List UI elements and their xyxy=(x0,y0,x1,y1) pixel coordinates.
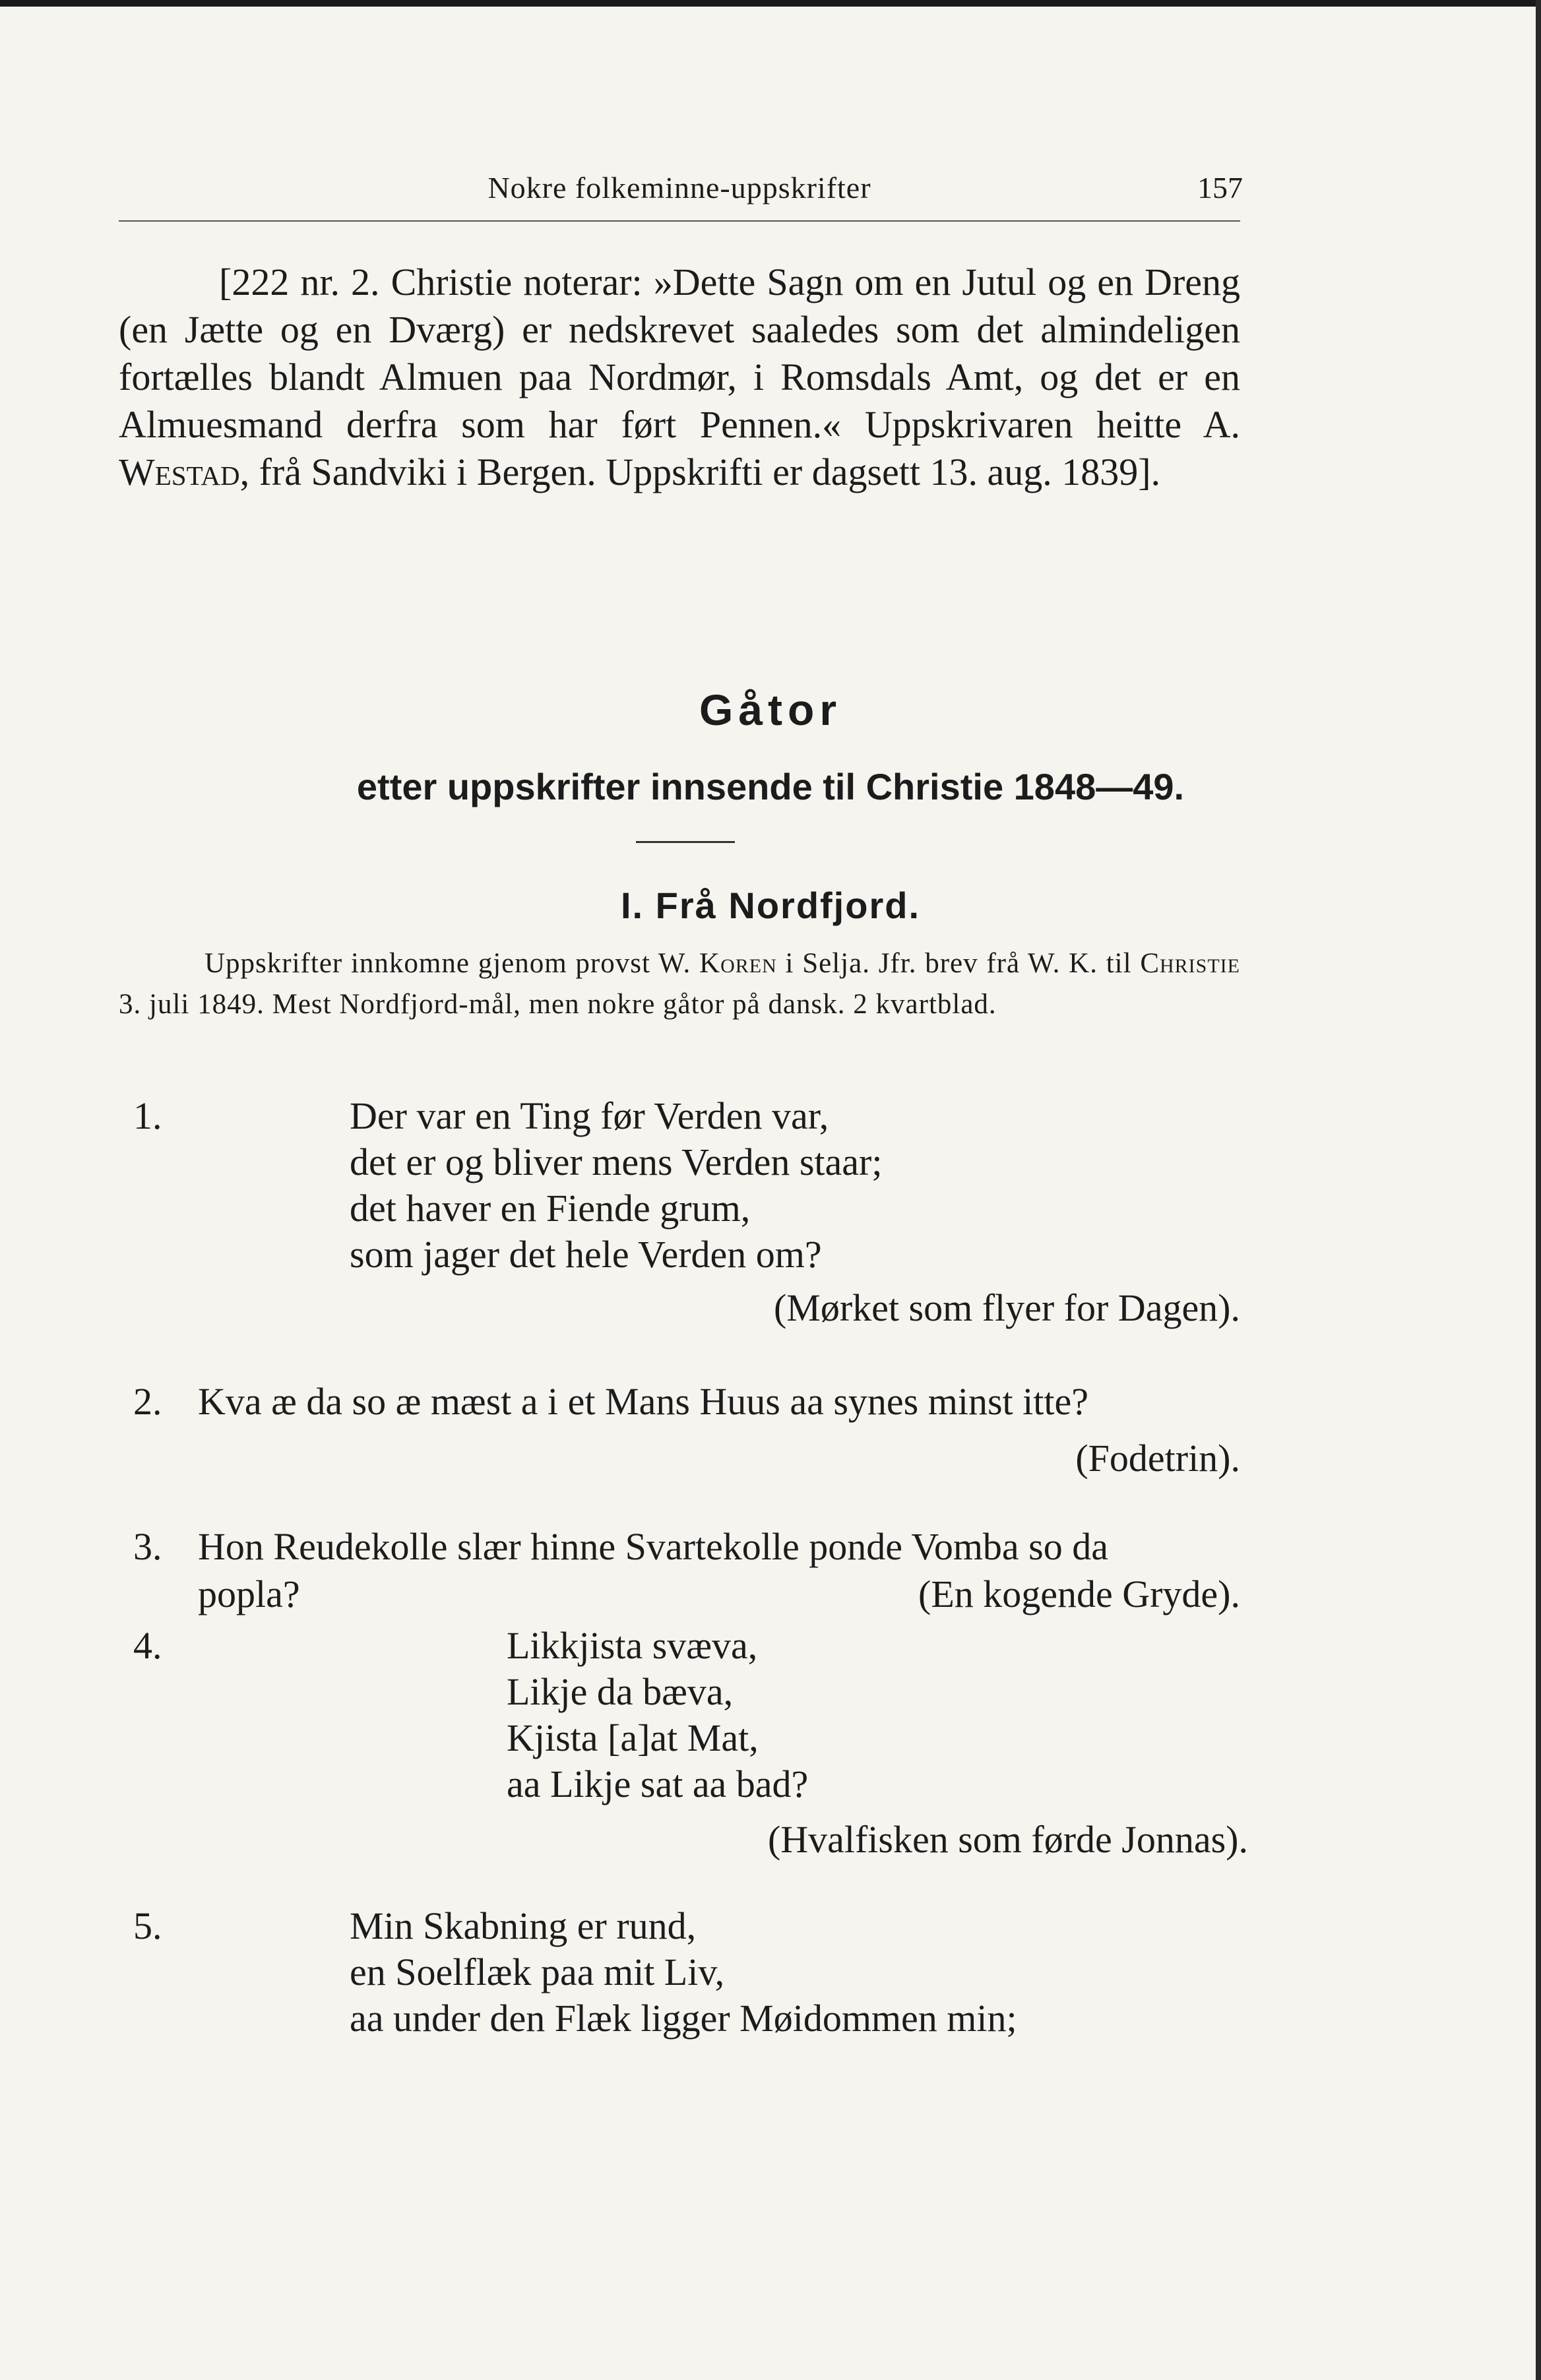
riddle-line: Likkjista svæva, xyxy=(507,1624,758,1667)
running-title: Nokre folkeminne-uppskrifter xyxy=(487,171,871,204)
section-note xyxy=(119,943,1240,1025)
section-heading: I. Frå Nordfjord. xyxy=(621,885,920,926)
riddle-answer: (Mørket som flyer for Dagen). xyxy=(773,1286,1240,1329)
riddle-number: 2. xyxy=(133,1380,162,1423)
riddle-line: Kva æ da so æ mæst a i et Mans Huus aa synes minst itte? xyxy=(198,1380,1088,1423)
riddle-line: det haver en Fiende grum, xyxy=(350,1187,751,1230)
riddle-line: det er og bliver mens Verden staar; xyxy=(350,1141,883,1183)
riddle-line: Kjista [a]at Mat, xyxy=(507,1716,759,1759)
riddle-line: en Soelflæk paa mit Liv, xyxy=(350,1951,725,1993)
chapter-title: Gåtor xyxy=(699,685,842,734)
chapter-subtitle: etter uppskrifter innsende til Christie 1848—49. xyxy=(356,766,1185,807)
collector-name: Christie xyxy=(1140,948,1240,979)
riddle-number: 3. xyxy=(133,1525,162,1568)
source-note-text-end: , frå Sandviki i Bergen. Uppskrifti er dagsett 13. aug. 1839]. xyxy=(239,451,1161,493)
title-rule xyxy=(636,841,735,843)
riddle-answer: (Fodetrin). xyxy=(1075,1437,1240,1480)
author-name: Westad xyxy=(119,451,240,493)
riddle-line: Der var en Ting før Verden var, xyxy=(350,1094,829,1137)
riddle-answer: (Hvalfisken som førde Jonnas). xyxy=(767,1818,1248,1861)
riddle-line: Hon Reudekolle slær hinne Svartekolle ponde Vomba so da xyxy=(198,1525,1108,1568)
riddle-line: Likje da bæva, xyxy=(507,1670,734,1713)
riddle-line: popla? xyxy=(198,1573,300,1615)
riddle-line: aa Likje sat aa bad? xyxy=(507,1763,809,1805)
page-number: 157 xyxy=(1197,171,1243,204)
scan-edge-top xyxy=(0,0,1541,7)
riddle-number: 4. xyxy=(133,1624,162,1667)
provost-name: Koren xyxy=(699,948,777,979)
riddle-line: aa under den Flæk ligger Møidommen min; xyxy=(350,1997,1017,2040)
header-rule xyxy=(119,220,1240,222)
riddle-answer: (En kogende Gryde). xyxy=(918,1573,1240,1615)
section-note-text-a: Uppskrifter innkomne gjenom provst W. xyxy=(204,948,700,979)
riddle-number: 5. xyxy=(133,1904,162,1947)
source-note-text: [222 nr. 2. Christie noterar: »Dette Sagn om en Jutul og en Dreng (en Jætte og en Dværg) er nedskrevet saaledes som det almindeligen fortælles blandt Almuen paa Nordmør, i Romsdals Amt, og det er en Almuesmand derfra som har ført Pennen.« Uppskrivaren heitte A. xyxy=(119,261,1240,446)
source-note xyxy=(119,259,1240,496)
scan-edge-right xyxy=(1536,0,1541,2380)
riddle-line: Min Skabning er rund, xyxy=(350,1904,697,1947)
page-header xyxy=(119,170,1243,216)
riddle-line: som jager det hele Verden om? xyxy=(350,1233,822,1276)
riddle-number: 1. xyxy=(133,1094,162,1137)
section-note-text-c: 3. juli 1849. Mest Nordfjord-mål, men nokre gåtor på dansk. 2 kvartblad. xyxy=(119,989,997,1020)
section-note-text-b: i Selja. Jfr. brev frå W. K. til xyxy=(776,948,1141,979)
